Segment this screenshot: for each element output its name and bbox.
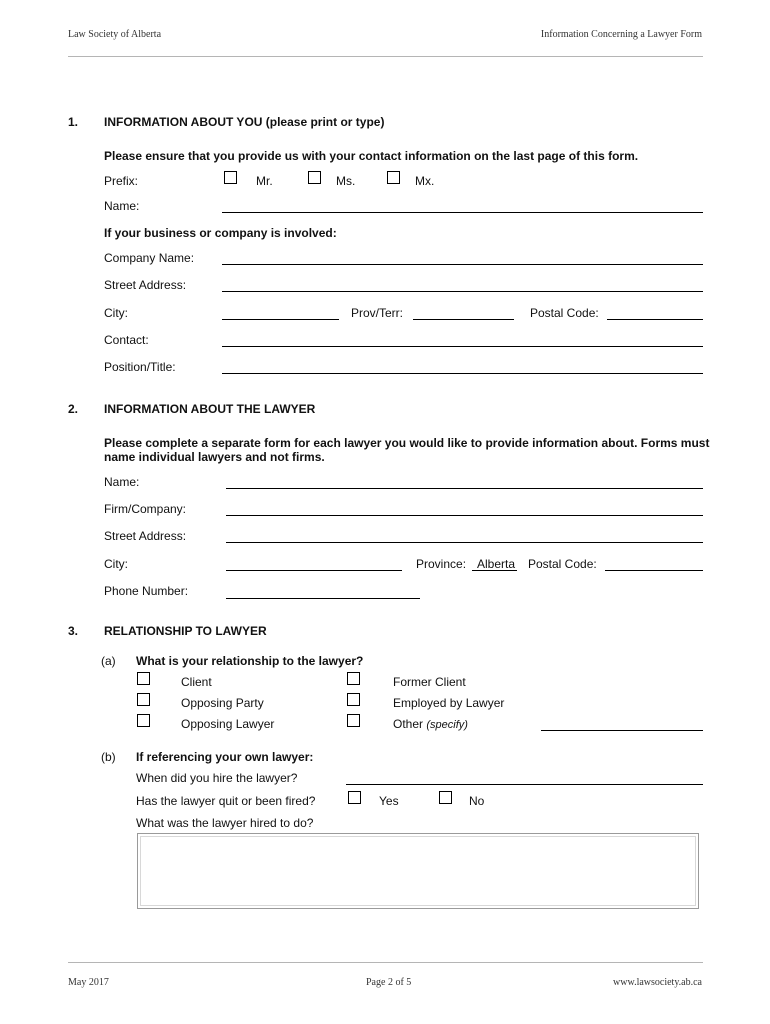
lawyer-firm-label: Firm/Company: <box>104 502 187 516</box>
lawyer-phone-label: Phone Number: <box>104 584 189 598</box>
company-street-label: Street Address: <box>104 278 187 292</box>
prefix-ms-label: Ms. <box>336 174 356 188</box>
company-prov-field[interactable] <box>413 319 514 320</box>
header-org-name: Law Society of Alberta <box>68 29 162 40</box>
opposing-party-label: Opposing Party <box>181 696 264 710</box>
company-postal-field[interactable] <box>607 319 703 320</box>
other-label-text: Other <box>393 717 424 731</box>
lawyer-firm-field[interactable] <box>226 515 703 516</box>
former-client-label: Former Client <box>393 675 466 689</box>
section2-instruction-line1: Please complete a separate form for each lawyer you would like to provide information about. Forms must <box>104 436 710 450</box>
client-checkbox[interactable] <box>137 672 150 685</box>
company-name-label: Company Name: <box>104 251 195 265</box>
employed-by-lawyer-checkbox[interactable] <box>347 693 360 706</box>
position-title-field[interactable] <box>222 373 703 374</box>
footer-website[interactable]: www.lawsociety.ab.ca <box>613 977 702 988</box>
hired-to-do-question: What was the lawyer hired to do? <box>136 816 314 830</box>
opposing-lawyer-label: Opposing Lawyer <box>181 717 275 731</box>
section2-number: 2. <box>68 402 79 416</box>
opposing-lawyer-checkbox[interactable] <box>137 714 150 727</box>
lawyer-name-label: Name: <box>104 475 140 489</box>
lawyer-street-field[interactable] <box>226 542 703 543</box>
prefix-mr-label: Mr. <box>256 174 273 188</box>
lawyer-postal-label: Postal Code: <box>528 557 597 571</box>
part-b-label: (b) <box>101 750 116 764</box>
section1-instruction: Please ensure that you provide us with your contact information on the last page of this form. <box>104 149 639 163</box>
lawyer-street-label: Street Address: <box>104 529 187 543</box>
company-city-label: City: <box>104 306 128 320</box>
your-name-label: Name: <box>104 199 140 213</box>
other-label <box>393 717 468 731</box>
other-specify-field[interactable] <box>541 730 703 731</box>
section2-title: INFORMATION ABOUT THE LAWYER <box>104 402 316 416</box>
footer-page-number: Page 2 of 5 <box>366 977 412 988</box>
company-city-field[interactable] <box>222 319 339 320</box>
section3-number: 3. <box>68 624 79 638</box>
footer-date: May 2017 <box>68 977 109 988</box>
lawyer-postal-field[interactable] <box>605 570 703 571</box>
quit-fired-question: Has the lawyer quit or been fired? <box>136 794 316 808</box>
own-lawyer-heading: If referencing your own lawyer: <box>136 750 314 764</box>
position-title-label: Position/Title: <box>104 360 176 374</box>
quit-yes-label: Yes <box>379 794 399 808</box>
other-specify-hint: (specify) <box>426 719 468 731</box>
company-name-field[interactable] <box>222 264 703 265</box>
lawyer-city-field[interactable] <box>226 570 402 571</box>
your-name-field[interactable] <box>222 212 703 213</box>
footer-divider <box>68 962 703 963</box>
other-checkbox[interactable] <box>347 714 360 727</box>
part-a-label: (a) <box>101 654 116 668</box>
lawyer-name-field[interactable] <box>226 488 703 489</box>
section1-number: 1. <box>68 115 79 129</box>
contact-label: Contact: <box>104 333 149 347</box>
client-label: Client <box>181 675 212 689</box>
opposing-party-checkbox[interactable] <box>137 693 150 706</box>
relationship-question: What is your relationship to the lawyer? <box>136 654 364 668</box>
prefix-ms-checkbox[interactable] <box>308 171 321 184</box>
section1-title: INFORMATION ABOUT YOU (please print or type) <box>104 115 385 129</box>
hire-date-question: When did you hire the lawyer? <box>136 771 298 785</box>
quit-no-label: No <box>469 794 485 808</box>
prefix-mx-label: Mx. <box>415 174 435 188</box>
lawyer-province-field[interactable] <box>472 570 517 571</box>
header-divider <box>68 56 703 57</box>
lawyer-phone-field[interactable] <box>226 598 420 599</box>
section3-title: RELATIONSHIP TO LAWYER <box>104 624 267 638</box>
business-heading: If your business or company is involved: <box>104 226 337 240</box>
quit-yes-checkbox[interactable] <box>348 791 361 804</box>
hired-to-do-textarea[interactable] <box>137 833 699 909</box>
lawyer-city-label: City: <box>104 557 128 571</box>
company-street-field[interactable] <box>222 291 703 292</box>
header-form-title: Information Concerning a Lawyer Form <box>540 29 702 40</box>
contact-field[interactable] <box>222 346 703 347</box>
lawyer-province-label: Province: <box>416 557 467 571</box>
prefix-label: Prefix: <box>104 174 139 188</box>
employed-by-lawyer-label: Employed by Lawyer <box>393 696 505 710</box>
lawyer-province-value: Alberta <box>477 557 516 571</box>
prefix-mr-checkbox[interactable] <box>224 171 237 184</box>
company-prov-label: Prov/Terr: <box>351 306 404 320</box>
quit-no-checkbox[interactable] <box>439 791 452 804</box>
hire-date-field[interactable] <box>346 784 703 785</box>
company-postal-label: Postal Code: <box>530 306 599 320</box>
section2-instruction-line2: name individual lawyers and not firms. <box>104 450 325 464</box>
textarea-inner-border <box>140 836 696 906</box>
former-client-checkbox[interactable] <box>347 672 360 685</box>
prefix-mx-checkbox[interactable] <box>387 171 400 184</box>
